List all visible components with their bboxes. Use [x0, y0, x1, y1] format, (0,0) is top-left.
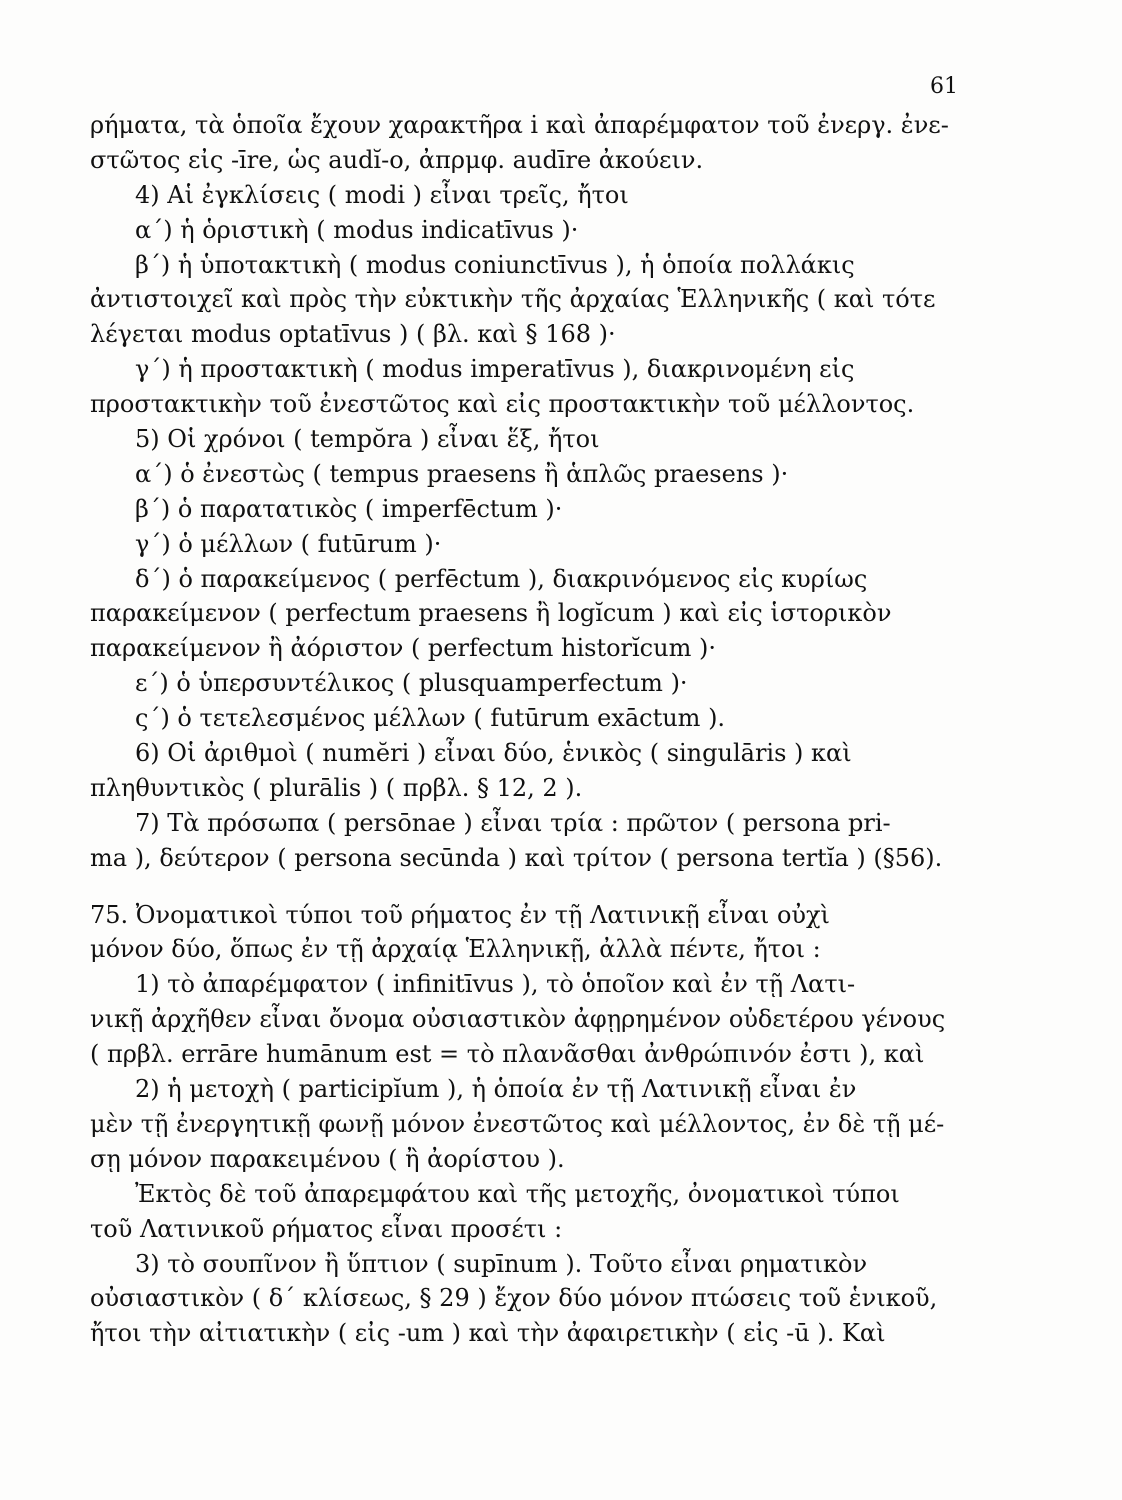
- text-line: 4) Αἱ ἐγκλίσεις ( modi ) εἶναι τρεῖς, ἤτοι: [135, 180, 629, 209]
- text-line: τοῦ Λατινικοῦ ρήματος εἶναι προσέτι :: [90, 1214, 563, 1243]
- page-text: [90, 108, 970, 1351]
- text-line: ς΄) ὁ τετελεσμένος μέλλων ( futūrum exāctum ).: [135, 704, 726, 733]
- text-line: παρακείμενον ( perfectum praesens ἢ logĭcum ) καὶ εἰς ἱστορικὸν: [90, 599, 892, 628]
- text-line: στῶτος εἰς -īre, ὡς audĭ-o, ἀπρμφ. audīre ἀκούειν.: [90, 145, 704, 174]
- text-line: λέγεται modus optatīvus ) ( βλ. καὶ § 168 )·: [90, 320, 616, 349]
- text-line: 3) τὸ σουπῖνον ἢ ὕπτιον ( supīnum ). Τοῦτο εἶναι ρηματικὸν: [135, 1249, 868, 1278]
- text-line: 7) Τὰ πρόσωπα ( persōnae ) εἶναι τρία : πρῶτον ( persona pri-: [135, 808, 891, 837]
- text-line: μὲν τῇ ἐνεργητικῇ φωνῇ μόνον ἐνεστῶτος καὶ μέλλοντος, ἐν δὲ τῇ μέ-: [90, 1109, 945, 1138]
- text-line: 2) ἡ μετοχὴ ( participĭum ), ἡ ὁποία ἐν τῇ Λατινικῇ εἶναι ἐν: [135, 1075, 857, 1104]
- text-line: μόνον δύο, ὅπως ἐν τῇ ἀρχαίᾳ Ἑλληνικῇ, ἀλλὰ πέντε, ἤτοι :: [90, 935, 821, 964]
- page-number: 61: [930, 74, 958, 99]
- text-line: ma ), δεύτερον ( persona secūnda ) καὶ τρίτον ( persona tertĭa ) (§56).: [90, 843, 943, 872]
- text-line: σῃ μόνον παρακειμένου ( ἢ ἀορίστου ).: [90, 1144, 565, 1173]
- text-line: 5) Οἱ χρόνοι ( tempŏra ) εἶναι ἕξ, ἤτοι: [135, 425, 600, 454]
- text-line: παρακείμενον ἢ ἀόριστον ( perfectum historĭcum )·: [90, 634, 716, 663]
- text-line: νικῇ ἀρχῆθεν εἶναι ὄνομα οὐσιαστικὸν ἀφῃρημένον οὐδετέρου γένους: [90, 1005, 946, 1034]
- text-line: β΄) ὁ παρατατικὸς ( imperfēctum )·: [135, 494, 563, 523]
- text-line: ἀντιστοιχεῖ καὶ πρὸς τὴν εὐκτικὴν τῆς ἀρχαίας Ἑλληνικῆς ( καὶ τότε: [90, 285, 936, 314]
- text-line: οὐσιαστικὸν ( δ΄ κλίσεως, § 29 ) ἔχον δύο μόνον πτώσεις τοῦ ἑνικοῦ,: [90, 1284, 938, 1313]
- text-line: ἤτοι τὴν αἰτιατικὴν ( εἰς -um ) καὶ τὴν ἀφαιρετικὴν ( εἰς -ū ). Καὶ: [90, 1319, 886, 1348]
- text-line: ρήματα, τὰ ὁποῖα ἔχουν χαρακτῆρα i καὶ ἀπαρέμφατον τοῦ ἐνεργ. ἐνε-: [90, 111, 949, 139]
- text-line: πληθυντικὸς ( plurālis ) ( πρβλ. § 12, 2 ).: [90, 773, 583, 802]
- text-line: ε΄) ὁ ὑπερσυντέλικος ( plusquamperfectum )·: [135, 669, 688, 698]
- text-line: προστακτικὴν τοῦ ἐνεστῶτος καὶ εἰς προστακτικὴν τοῦ μέλλοντος.: [90, 390, 915, 419]
- text-line: 6) Οἱ ἀριθμοὶ ( numĕri ) εἶναι δύο, ἑνικὸς ( singulāris ) καὶ: [135, 739, 852, 768]
- text-line: β΄) ἡ ὑποτακτικὴ ( modus coniunctīvus ), ἡ ὁποία πολλάκις: [135, 250, 855, 279]
- text-line: δ΄) ὁ παρακείμενος ( perfēctum ), διακρινόμενος εἰς κυρίως: [135, 564, 868, 593]
- text-line: ( πρβλ. errāre humānum est = τὸ πλανᾶσθαι ἀνθρώπινόν ἐστι ), καὶ: [90, 1040, 925, 1069]
- text-line: Ἐκτὸς δὲ τοῦ ἀπαρεμφάτου καὶ τῆς μετοχῆς, ὀνοματικοὶ τύποι: [135, 1179, 900, 1208]
- text-line: 1) τὸ ἀπαρέμφατον ( infinitīvus ), τὸ ὁποῖον καὶ ἐν τῇ Λατι-: [135, 970, 856, 999]
- text-line: α΄) ἡ ὁριστικὴ ( modus indicatīvus )·: [135, 215, 579, 244]
- text-line: α΄) ὁ ἐνεστὼς ( tempus praesens ἢ ἁπλῶς praesens )·: [135, 459, 789, 488]
- paragraph-gap: [90, 876, 970, 898]
- text-line: γ΄) ὁ μέλλων ( futūrum )·: [135, 529, 442, 558]
- text-line: γ΄) ἡ προστακτικὴ ( modus imperatīvus ), διακρινομένη εἰς: [135, 355, 855, 384]
- section-heading-line: 75. Ὀνοματικοὶ τύποι τοῦ ρήματος ἐν τῇ Λατινικῇ εἶναι οὐχὶ: [90, 900, 830, 929]
